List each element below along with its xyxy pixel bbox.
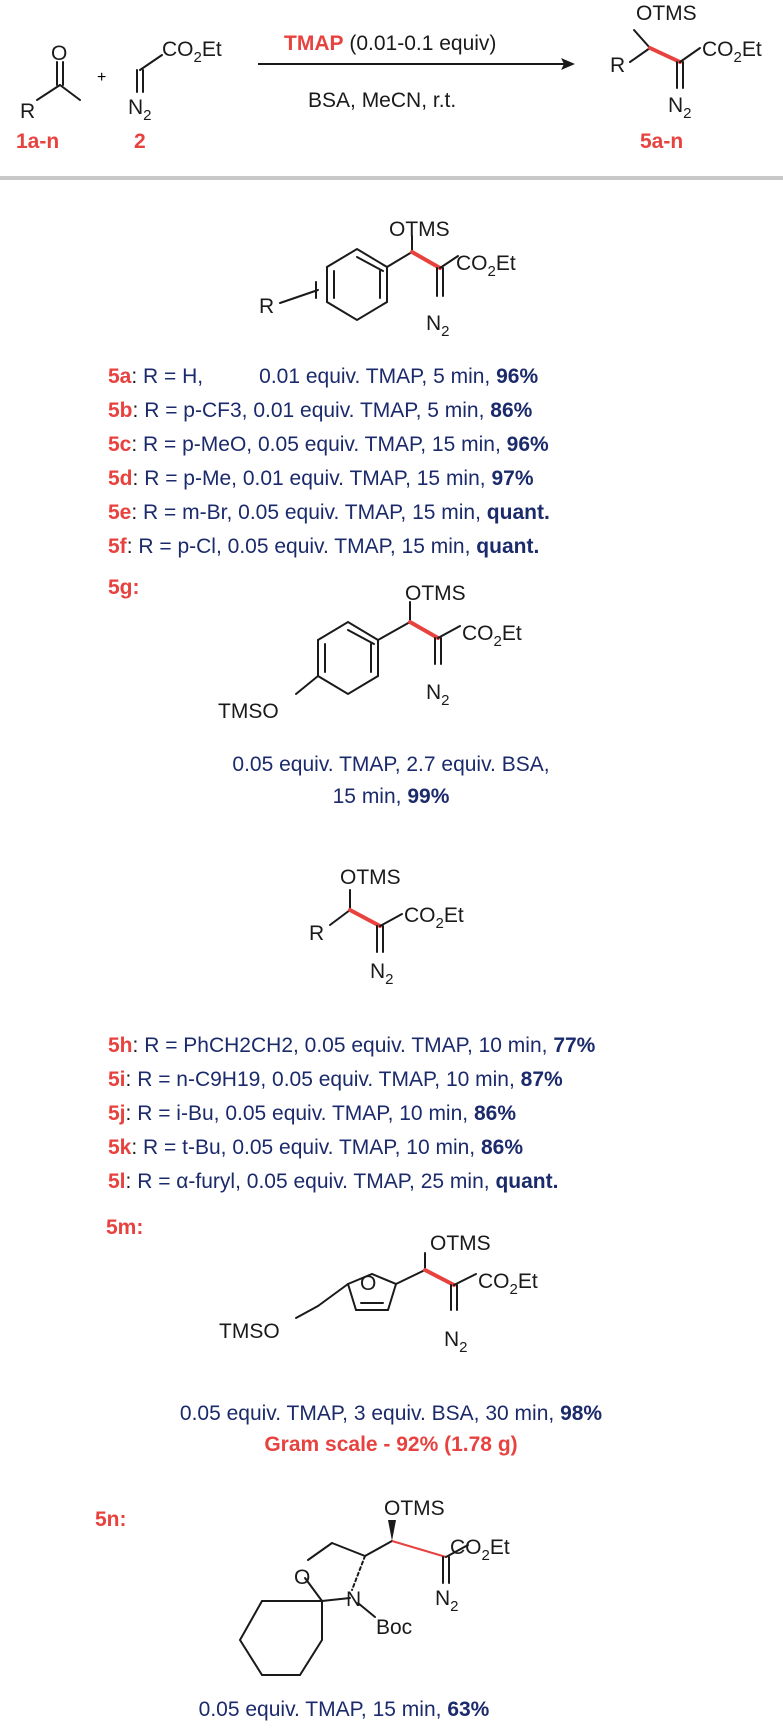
n5-ring-nitrogen: N: [346, 1588, 362, 1611]
aldehyde-oxygen: O: [51, 42, 68, 65]
compound-5m: [106, 1216, 602, 1456]
reaction-arrow: [258, 32, 575, 112]
reagent-text: [284, 32, 496, 55]
diazo-n2: $N_2$: [128, 96, 152, 124]
n5-boc: Boc: [376, 1616, 413, 1639]
product-otms: OTMS: [636, 2, 697, 25]
g5-conditions-line2: 15 min, 99%: [332, 785, 450, 808]
product-n2: $N_2$: [668, 94, 692, 122]
aryl-r-group: R: [259, 295, 275, 318]
alkyl-entries: [108, 1034, 596, 1193]
m5-tmso: TMSO: [219, 1320, 280, 1343]
label-5n: 5n:: [95, 1508, 127, 1531]
compound-5g: [108, 576, 550, 808]
entry-5a: 5a: R = H, 0.01 equiv. TMAP, 5 min, 96%: [108, 365, 539, 388]
label-5m: 5m:: [106, 1216, 144, 1239]
product-structure: [610, 2, 762, 153]
m5-conditions: 0.05 equiv. TMAP, 3 equiv. BSA, 30 min, 98%: [179, 1402, 603, 1425]
entry-5b: 5b: R = p-CF3, 0.01 equiv. TMAP, 5 min, 86%: [108, 399, 533, 422]
entry-5f: 5f: R = p-Cl, 0.05 equiv. TMAP, 15 min, quant.: [108, 535, 540, 558]
alkyl-r-group: R: [309, 922, 325, 945]
reaction-conditions: BSA, MeCN, r.t.: [308, 89, 457, 112]
g5-tmso: TMSO: [218, 700, 279, 723]
aryl-generic-structure: [259, 218, 516, 340]
g5-otms: OTMS: [405, 582, 466, 605]
aryl-otms: OTMS: [389, 218, 450, 241]
entry-5k: 5k: R = t-Bu, 0.05 equiv. TMAP, 10 min, 86%: [108, 1136, 524, 1159]
aldehyde-compound-label: 1a-n: [16, 130, 60, 153]
entry-5c: 5c: R = p-MeO, 0.05 equiv. TMAP, 15 min, 96%: [108, 433, 549, 456]
g5-ester: $CO_2Et$: [462, 622, 522, 650]
entry-5d: 5d: R = p-Me, 0.01 equiv. TMAP, 15 min, 97%: [108, 467, 534, 490]
n5-conditions: 0.05 equiv. TMAP, 15 min, 63%: [198, 1698, 490, 1721]
n5-ring-oxygen: O: [294, 1566, 311, 1589]
aryl-entries: [108, 365, 550, 558]
n5-otms: OTMS: [384, 1497, 445, 1520]
n5-n2: $N_2$: [435, 1587, 459, 1615]
reagent-loading: (0.01-0.1 equiv): [349, 32, 497, 55]
diazo-compound-label: 2: [134, 130, 146, 153]
m5-otms: OTMS: [430, 1232, 491, 1255]
g5-conditions-line1: 0.05 equiv. TMAP, 2.7 equiv. BSA,: [232, 753, 550, 776]
product-ester-group: $CO_2Et$: [702, 38, 762, 66]
entry-5i: 5i: R = n-C9H19, 0.05 equiv. TMAP, 10 min, 87%: [108, 1068, 563, 1091]
reagent-name: TMAP: [284, 32, 344, 55]
m5-furan-oxygen: O: [360, 1272, 377, 1295]
alkyl-otms: OTMS: [340, 866, 401, 889]
aldehyde-r-group: R: [20, 100, 36, 123]
alkyl-ester: $CO_2Et$: [404, 904, 464, 932]
m5-ester: $CO_2Et$: [478, 1270, 538, 1298]
m5-n2: $N_2$: [444, 1328, 468, 1356]
n5-ester: $CO_2Et$: [450, 1536, 510, 1564]
diazo-ester-group: $CO_2Et$: [162, 38, 222, 66]
product-compound-label: 5a-n: [640, 130, 684, 153]
label-5g: 5g:: [108, 576, 140, 599]
m5-gram-scale: Gram scale - 92% (1.78 g): [264, 1433, 518, 1456]
entry-5l: 5l: R = α-furyl, 0.05 equiv. TMAP, 25 min, quant.: [108, 1170, 559, 1193]
entry-5h: 5h: R = PhCH2CH2, 0.05 equiv. TMAP, 10 min, 77%: [108, 1034, 596, 1057]
alkyl-generic-structure: [309, 866, 464, 988]
aryl-ester: $CO_2Et$: [456, 252, 516, 280]
entry-5e: 5e: R = m-Br, 0.05 equiv. TMAP, 15 min, quant.: [108, 501, 550, 524]
diazo-ester-structure: [128, 38, 222, 153]
aldehyde-structure: [16, 42, 80, 153]
entry-5j: 5j: R = i-Bu, 0.05 equiv. TMAP, 10 min, 86%: [108, 1102, 516, 1125]
aryl-n2: $N_2$: [426, 312, 450, 340]
divider: [0, 176, 783, 180]
g5-n2: $N_2$: [426, 681, 450, 709]
compound-5n: [95, 1497, 510, 1721]
reaction-scheme: [16, 2, 762, 153]
alkyl-n2: $N_2$: [370, 960, 394, 988]
product-r-group: R: [610, 54, 626, 77]
plus-sign: +: [97, 69, 107, 86]
